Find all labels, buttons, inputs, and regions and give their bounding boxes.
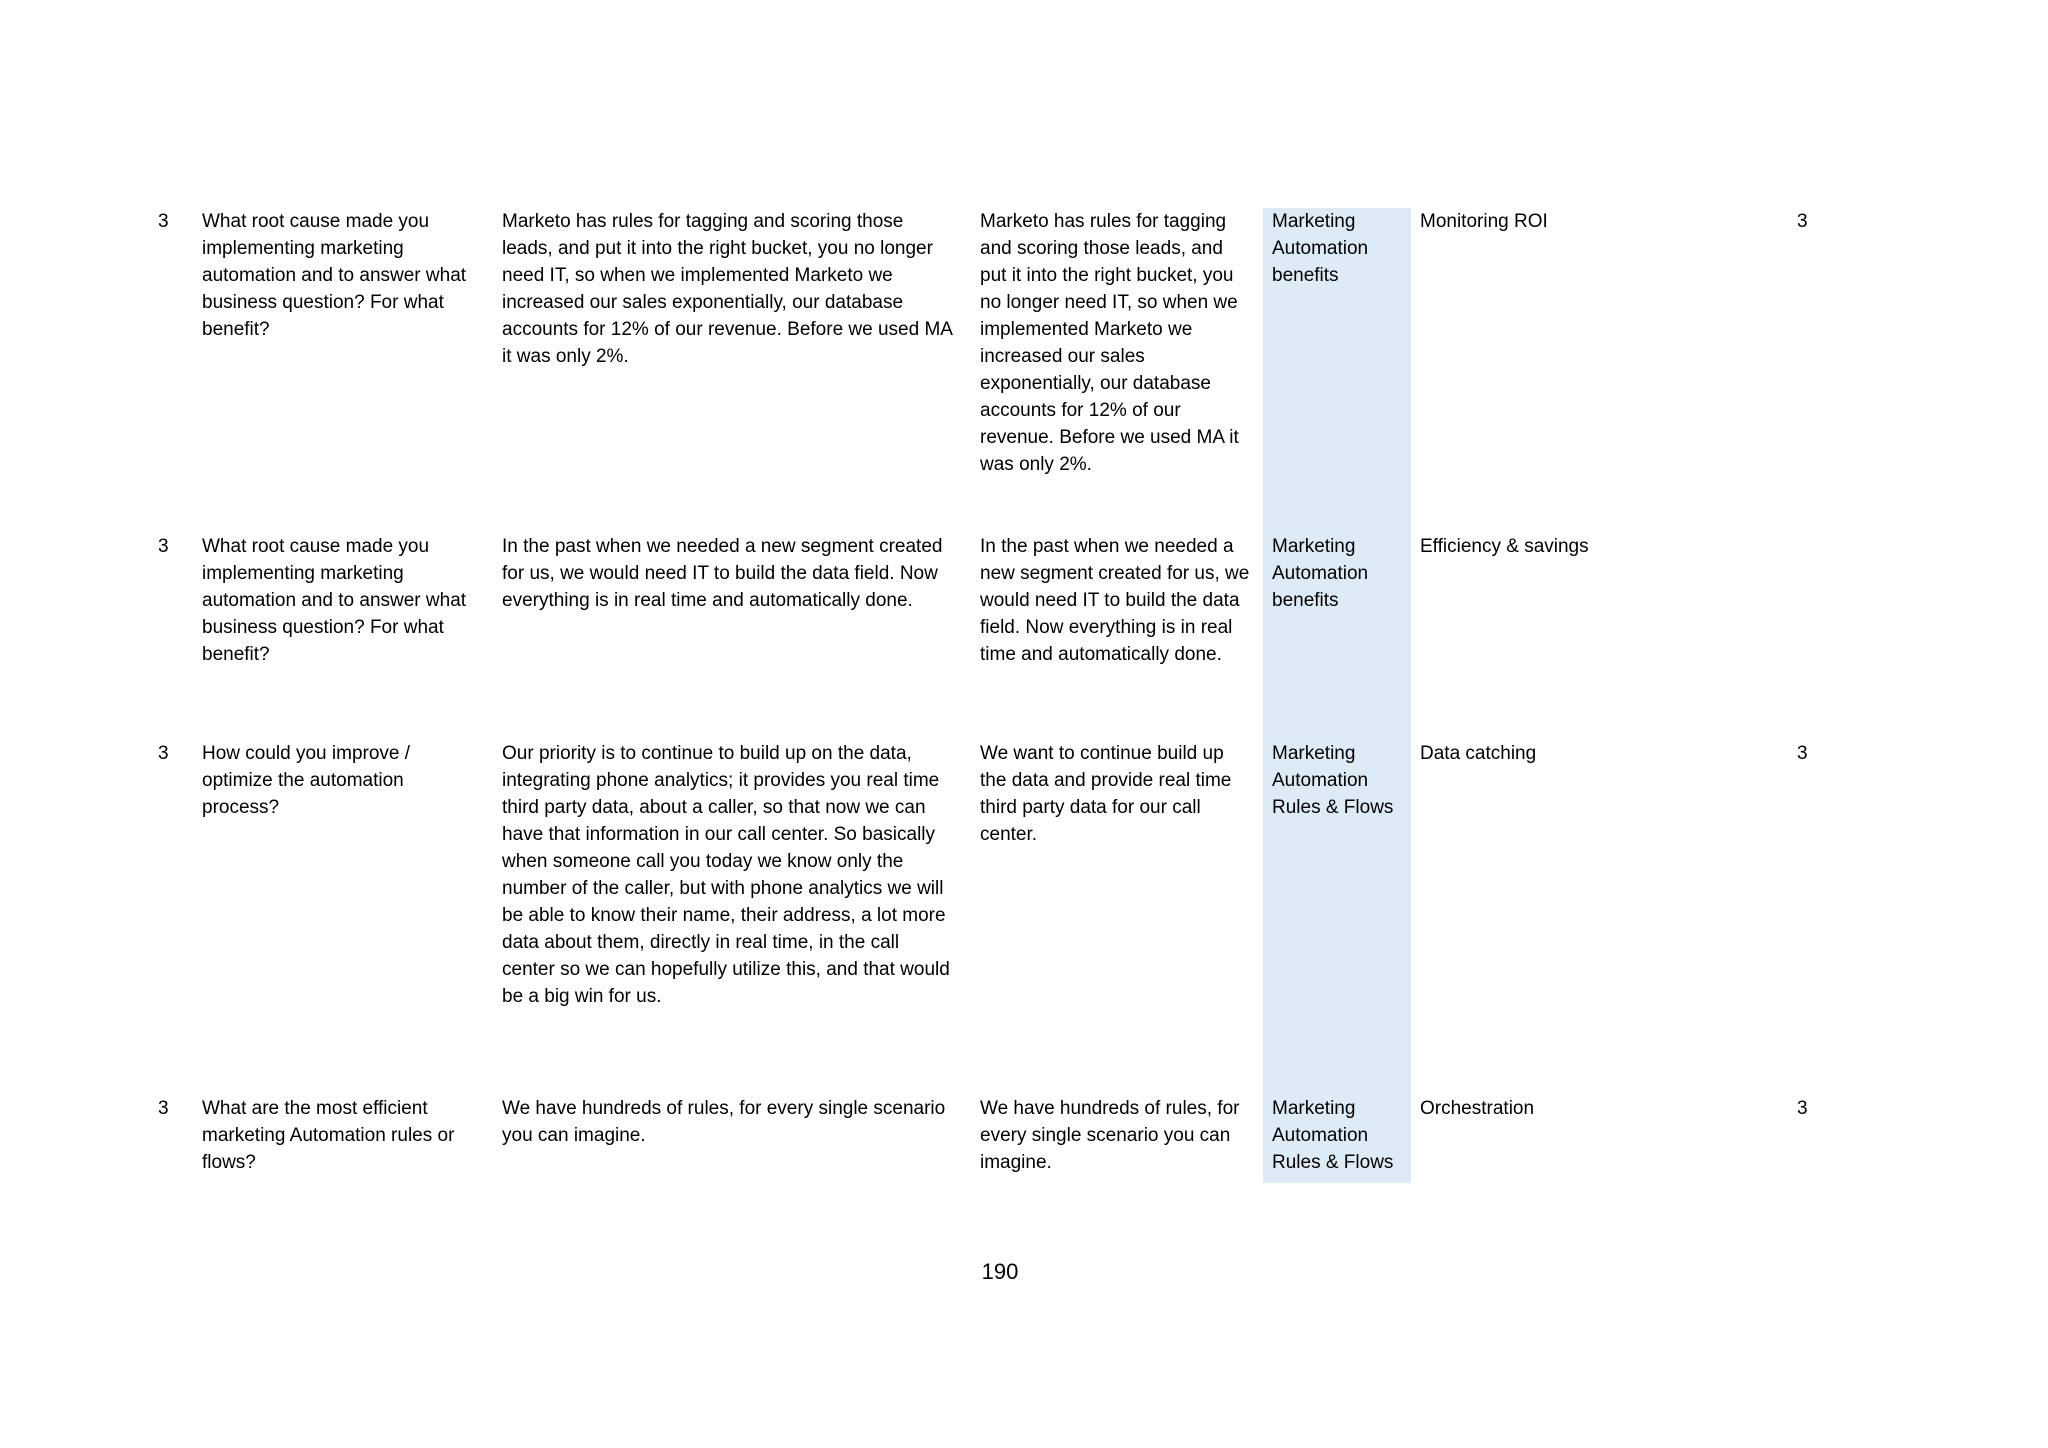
table-row: [150, 1095, 1890, 1183]
score-cell: [1791, 533, 1890, 740]
category-cell: Marketing Automation Rules & Flows: [1263, 1095, 1411, 1183]
row-number: 3: [158, 743, 169, 764]
answer-cell: Marketo has rules for tagging and scoring those leads, and put it into the right bucket, you no longer need IT, so when we implemented Marketo we increased our sales exponentially, our database accounts for 12% of our revenue. Before we used MA it was only 2%.: [502, 211, 952, 367]
answer-cell: Our priority is to continue to build up on the data, integrating phone analytics; it provides you real time third party data, about a caller, so that now we can have that information in our call center. So basically when someone call you today we know only the number of the caller, but with phone analytics we will be able to know their name, their address, a lot more data about them, directly in real time, in the call center so we can hopefully utilize this, and that would be a big win for us.: [502, 743, 950, 1007]
row-number: 3: [158, 211, 169, 232]
summary-cell: We have hundreds of rules, for every single scenario you can imagine.: [980, 1098, 1240, 1173]
subcategory-cell: Monitoring ROI: [1420, 211, 1548, 232]
question-cell: What root cause made you implementing marketing automation and to answer what business question? For what benefit?: [202, 211, 467, 340]
summary-cell: We want to continue build up the data and provide real time third party data for our call center.: [980, 743, 1232, 845]
answer-cell: In the past when we needed a new segment created for us, we would need IT to build the data field. Now everything is in real time and automatically done.: [502, 536, 943, 611]
summary-cell: In the past when we needed a new segment created for us, we would need IT to build the data field. Now everything is in real time and automatically done.: [980, 536, 1250, 665]
table-row: [150, 740, 1890, 1095]
subcategory-cell: Efficiency & savings: [1420, 536, 1589, 557]
row-number: 3: [158, 536, 169, 557]
score-cell: 3: [1797, 211, 1808, 232]
row-number: 3: [158, 1098, 169, 1119]
page-number: 190: [981, 1259, 1019, 1284]
subcategory-cell: Data catching: [1420, 743, 1537, 764]
question-cell: What root cause made you implementing marketing automation and to answer what business question? For what benefit?: [202, 536, 467, 665]
subcategory-cell: Orchestration: [1420, 1098, 1535, 1119]
score-cell: 3: [1797, 1098, 1808, 1119]
table-row: [150, 208, 1890, 533]
interview-table: [150, 208, 1890, 1183]
summary-cell: Marketo has rules for tagging and scoring those leads, and put it into the right bucket, you no longer need IT, so when we implemented Marketo we increased our sales exponentially, our database accounts for 12% of our revenue. Before we used MA it was only 2%.: [980, 211, 1239, 475]
score-cell: 3: [1797, 743, 1808, 764]
category-cell: Marketing Automation Rules & Flows: [1263, 740, 1411, 1095]
answer-cell: We have hundreds of rules, for every single scenario you can imagine.: [502, 1098, 946, 1146]
question-cell: How could you improve / optimize the automation process?: [202, 743, 411, 818]
question-cell: What are the most efficient marketing Automation rules or flows?: [202, 1098, 455, 1173]
table-row: [150, 533, 1890, 740]
category-cell: Marketing Automation benefits: [1263, 533, 1411, 740]
category-cell: Marketing Automation benefits: [1263, 208, 1411, 533]
